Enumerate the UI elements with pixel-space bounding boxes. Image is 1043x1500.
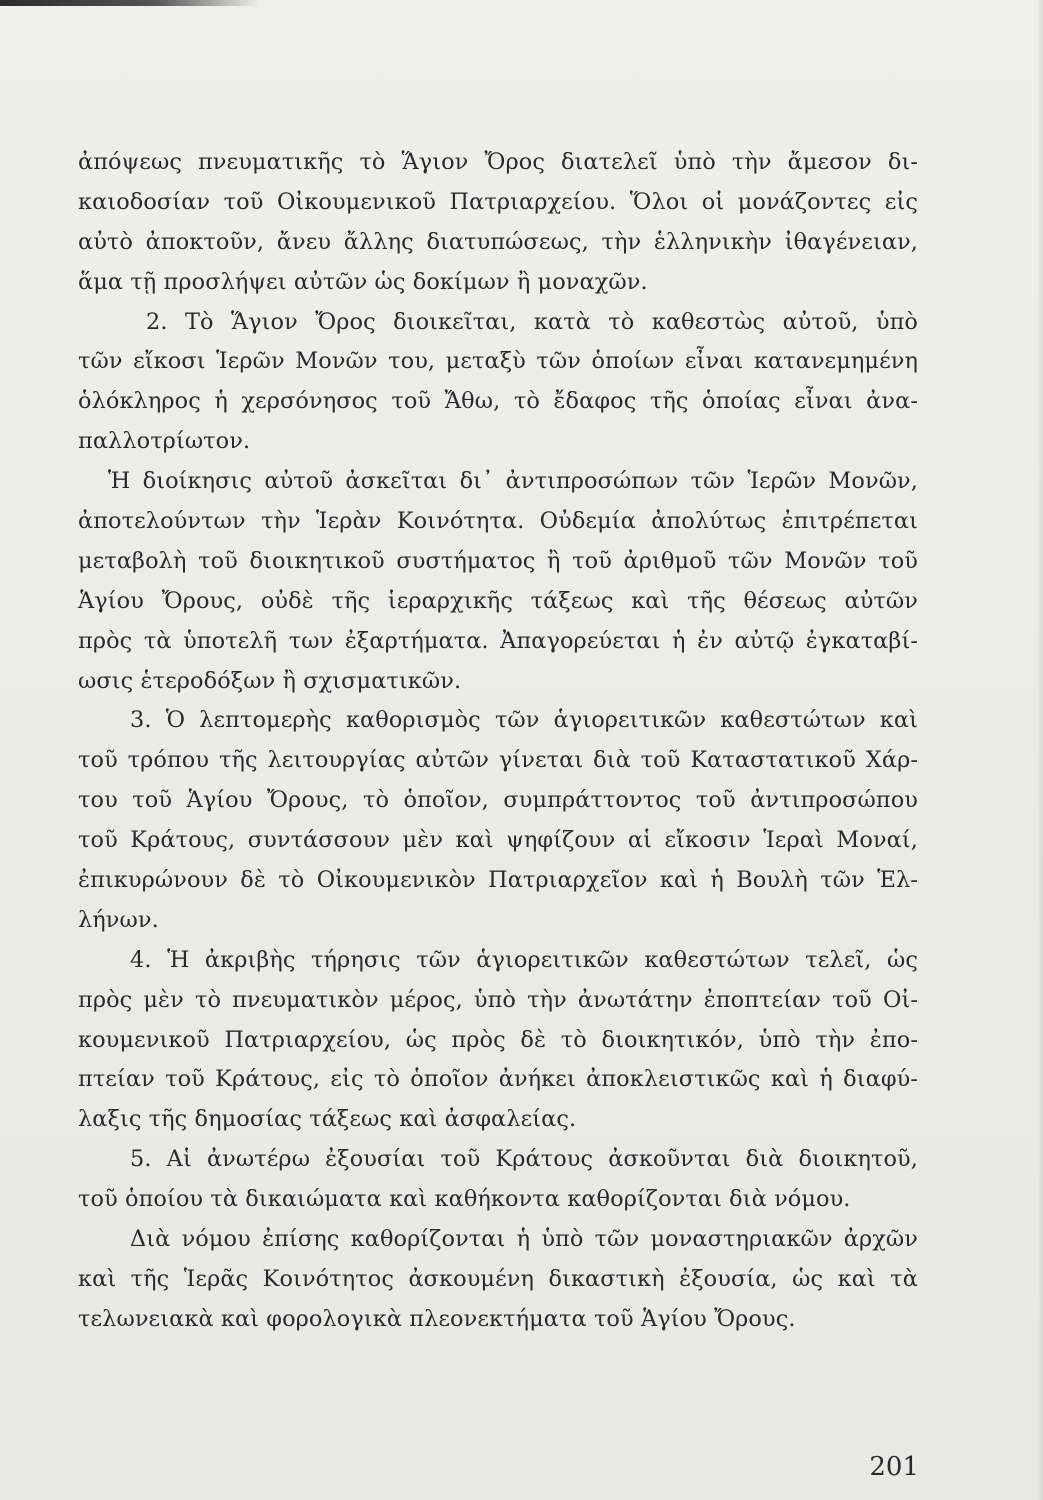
- text-line: τοῦ ὁποίου τὰ δικαιώματα καὶ καθήκοντα καθορίζονται διὰ νόμου.: [78, 1186, 851, 1213]
- text-line: Ἁγίου Ὄρους, οὐδὲ τῆς ἱεραρχικῆς τάξεως καὶ τῆς θέσεως αὐτῶν: [78, 587, 918, 614]
- text-line: λαξις τῆς δημοσίας τάξεως καὶ ἀσφαλείας.: [78, 1106, 577, 1133]
- paragraph-3-start: 3. Ὁ λεπτομερὴς καθορισμὸς τῶν ἁγιορειτικῶν καθεστώτων καὶ: [130, 707, 918, 734]
- paragraph-5-start: 5. Αἱ ἀνωτέρω ἐξουσίαι τοῦ Κράτους ἀσκοῦνται διὰ διοικητοῦ,: [130, 1146, 918, 1173]
- scan-right-edge: [1037, 0, 1043, 1500]
- text-line: του τοῦ Ἁγίου Ὄρους, τὸ ὁποῖον, συμπράττοντος τοῦ ἀντιπροσώπου: [78, 787, 918, 814]
- text-line: ἐπικυρώνουν δὲ τὸ Οἰκουμενικὸν Πατριαρχεῖον καὶ ἡ Βουλὴ τῶν Ἑλ-: [78, 867, 918, 894]
- text-line: ἅμα τῇ προσλήψει αὐτῶν ὡς δοκίμων ἢ μοναχῶν.: [78, 268, 648, 295]
- text-line: καὶ τῆς Ἱερᾶς Κοινότητος ἀσκουμένη δικαστικὴ ἐξουσία, ὡς καὶ τὰ: [78, 1265, 918, 1292]
- text-line: λήνων.: [78, 906, 159, 933]
- paragraph-start: Ἡ διοίκησις αὐτοῦ ἀσκεῖται δι᾿ ἀντιπροσώπων τῶν Ἱερῶν Μονῶν,: [108, 468, 918, 495]
- text-line: πρὸς τὰ ὑποτελῆ των ἐξαρτήματα. Ἀπαγορεύεται ἡ ἐν αὐτῷ ἐγκαταβί-: [78, 627, 918, 654]
- scan-top-edge: [0, 0, 260, 6]
- text-line: τελωνειακὰ καὶ φορολογικὰ πλεονεκτήματα τοῦ Ἁγίου Ὄρους.: [78, 1305, 796, 1332]
- text-line: μεταβολὴ τοῦ διοικητικοῦ συστήματος ἢ τοῦ ἀριθμοῦ τῶν Μονῶν τοῦ: [78, 547, 918, 574]
- paragraph-4-start: 4. Ἡ ἀκριβὴς τήρησις τῶν ἁγιορειτικῶν καθεστώτων τελεῖ, ὡς: [130, 946, 918, 973]
- text-line: τῶν εἴκοσι Ἱερῶν Μονῶν του, μεταξὺ τῶν ὁποίων εἶναι κατανεμημένη: [78, 348, 918, 375]
- text-line: ἀπόψεως πνευματικῆς τὸ Ἅγιον Ὄρος διατελεῖ ὑπὸ τὴν ἄμεσον δι-: [78, 149, 918, 175]
- text-line: ωσις ἑτεροδόξων ἢ σχισματικῶν.: [78, 667, 462, 694]
- text-line: αὐτὸ ἀποκτοῦν, ἄνευ ἄλλης διατυπώσεως, τὴν ἑλληνικὴν ἰθαγένειαν,: [78, 228, 918, 255]
- text-line: κουμενικοῦ Πατριαρχείου, ὡς πρὸς δὲ τὸ διοικητικόν, ὑπὸ τὴν ἐπο-: [78, 1026, 918, 1053]
- page-number: 201: [869, 1452, 919, 1482]
- paragraph-2-start: 2. Τὸ Ἅγιον Ὄρος διοικεῖται, κατὰ τὸ καθεστὼς αὐτοῦ, ὑπὸ: [146, 308, 918, 335]
- text-line: παλλοτρίωτον.: [78, 428, 251, 455]
- body-text: [78, 143, 918, 1340]
- paragraph-start: Διὰ νόμου ἐπίσης καθορίζονται ἡ ὑπὸ τῶν μοναστηριακῶν ἀρχῶν: [130, 1226, 918, 1253]
- text-line: τοῦ Κράτους, συντάσσουν μὲν καὶ ψηφίζουν αἱ εἴκοσιν Ἱεραὶ Μοναί,: [78, 827, 918, 854]
- text-line: ἀποτελούντων τὴν Ἱερὰν Κοινότητα. Οὐδεμία ἀπολύτως ἐπιτρέπεται: [78, 508, 918, 535]
- text-line: ὁλόκληρος ἡ χερσόνησος τοῦ Ἄθω, τὸ ἔδαφος τῆς ὁποίας εἶναι ἀνα-: [78, 388, 918, 415]
- text-line: καιοδοσίαν τοῦ Οἰκουμενικοῦ Πατριαρχείου. Ὅλοι οἱ μονάζοντες εἰς: [78, 188, 918, 215]
- text-line: πτείαν τοῦ Κράτους, εἰς τὸ ὁποῖον ἀνήκει ἀποκλειστικῶς καὶ ἡ διαφύ-: [78, 1066, 918, 1093]
- text-line: πρὸς μὲν τὸ πνευματικὸν μέρος, ὑπὸ τὴν ἀνωτάτην ἐποπτείαν τοῦ Οἰ-: [78, 986, 918, 1013]
- text-line: τοῦ τρόπου τῆς λειτουργίας αὐτῶν γίνεται διὰ τοῦ Καταστατικοῦ Χάρ-: [78, 747, 918, 774]
